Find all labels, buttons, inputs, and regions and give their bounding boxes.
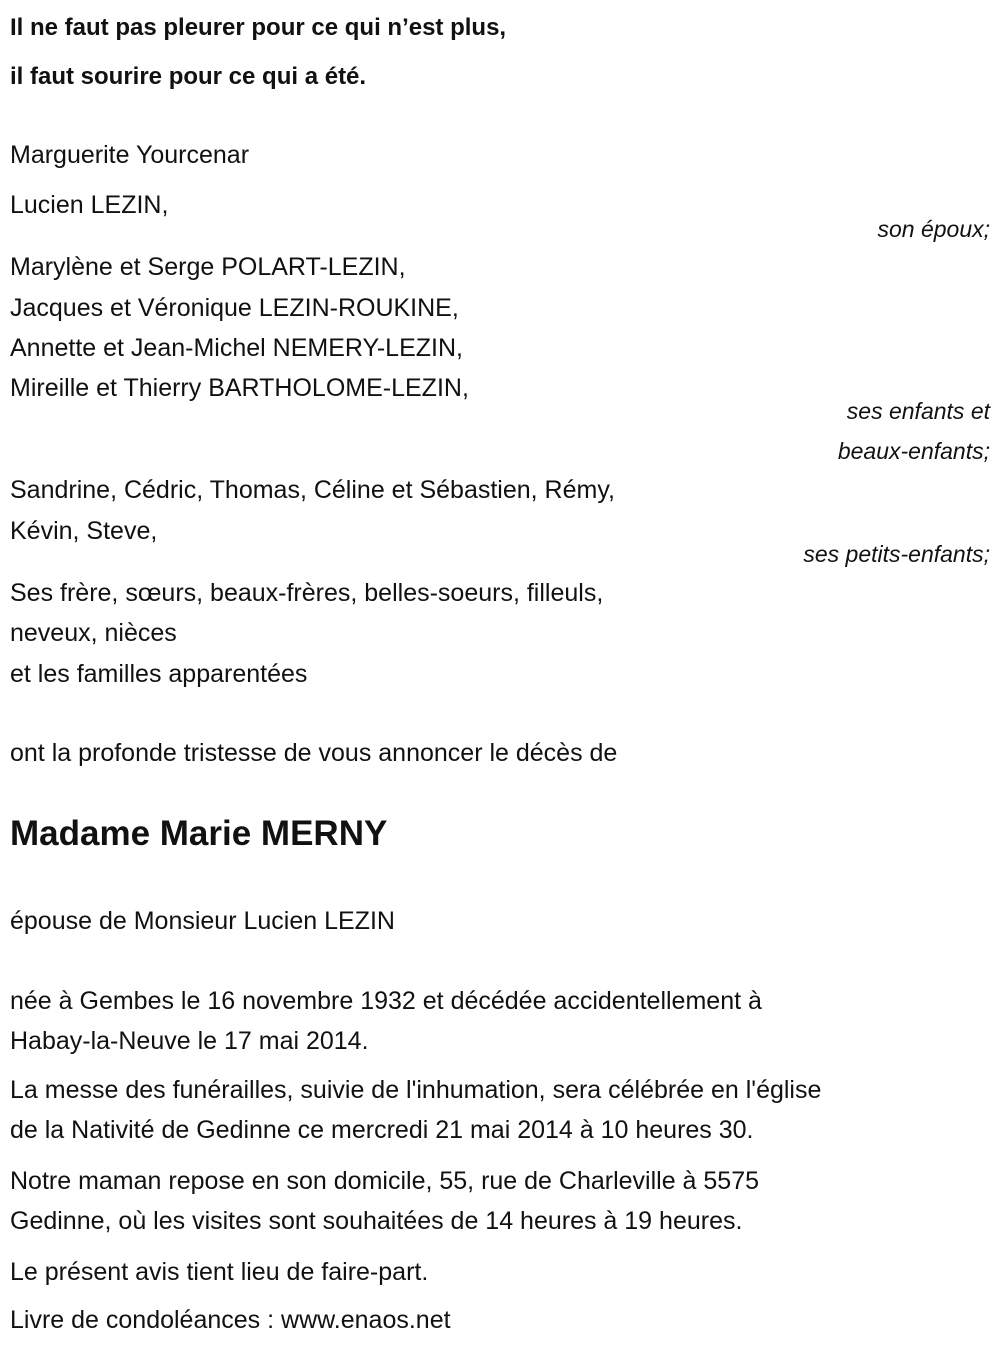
others-line: neveux, nièces bbox=[10, 619, 177, 647]
grandchildren-line: Kévin, Steve, bbox=[10, 517, 158, 545]
details-line: La messe des funérailles, suivie de l'inhumation, sera célébrée en l'église bbox=[10, 1076, 822, 1104]
details-line: Gedinne, où les visites sont souhaitées de 14 heures à 19 heures. bbox=[10, 1207, 743, 1235]
child-line: Jacques et Véronique LEZIN-ROUKINE, bbox=[10, 294, 459, 322]
quote-line-2: il faut sourire pour ce qui a été. bbox=[10, 63, 367, 90]
others-line: et les familles apparentées bbox=[10, 660, 308, 688]
details-line: Le présent avis tient lieu de faire-part. bbox=[10, 1258, 429, 1286]
quote-line-1: Il ne faut pas pleurer pour ce qui n’est plus, bbox=[10, 14, 507, 41]
details-line: Notre maman repose en son domicile, 55, rue de Charleville à 5575 bbox=[10, 1167, 760, 1195]
child-line: Mireille et Thierry BARTHOLOME-LEZIN, bbox=[10, 374, 469, 402]
details-line: Habay-la-Neuve le 17 mai 2014. bbox=[10, 1027, 369, 1055]
children-role-2: beaux-enfants; bbox=[837, 438, 990, 464]
spouse-of: épouse de Monsieur Lucien LEZIN bbox=[10, 907, 395, 935]
others-line: Ses frère, sœurs, beaux-frères, belles-soeurs, filleuls, bbox=[10, 579, 604, 607]
details-line: de la Nativité de Gedinne ce mercredi 21 mai 2014 à 10 heures 30. bbox=[10, 1116, 754, 1144]
quote-author: Marguerite Yourcenar bbox=[10, 141, 250, 169]
grandchildren-line: Sandrine, Cédric, Thomas, Céline et Sébastien, Rémy, bbox=[10, 476, 615, 504]
spouse-name: Lucien LEZIN, bbox=[10, 191, 169, 219]
child-line: Marylène et Serge POLART-LEZIN, bbox=[10, 253, 406, 281]
deceased-name: Madame Marie MERNY bbox=[10, 814, 388, 853]
condolences-line: Livre de condoléances : www.enaos.net bbox=[10, 1306, 451, 1334]
child-line: Annette et Jean-Michel NEMERY-LEZIN, bbox=[10, 334, 463, 362]
details-line: née à Gembes le 16 novembre 1932 et décédée accidentellement à bbox=[10, 987, 762, 1015]
announcement: ont la profonde tristesse de vous annoncer le décès de bbox=[10, 739, 618, 767]
children-role: ses enfants et bbox=[846, 398, 990, 424]
spouse-role: son époux; bbox=[877, 216, 990, 242]
grandchildren-role: ses petits-enfants; bbox=[803, 541, 990, 567]
